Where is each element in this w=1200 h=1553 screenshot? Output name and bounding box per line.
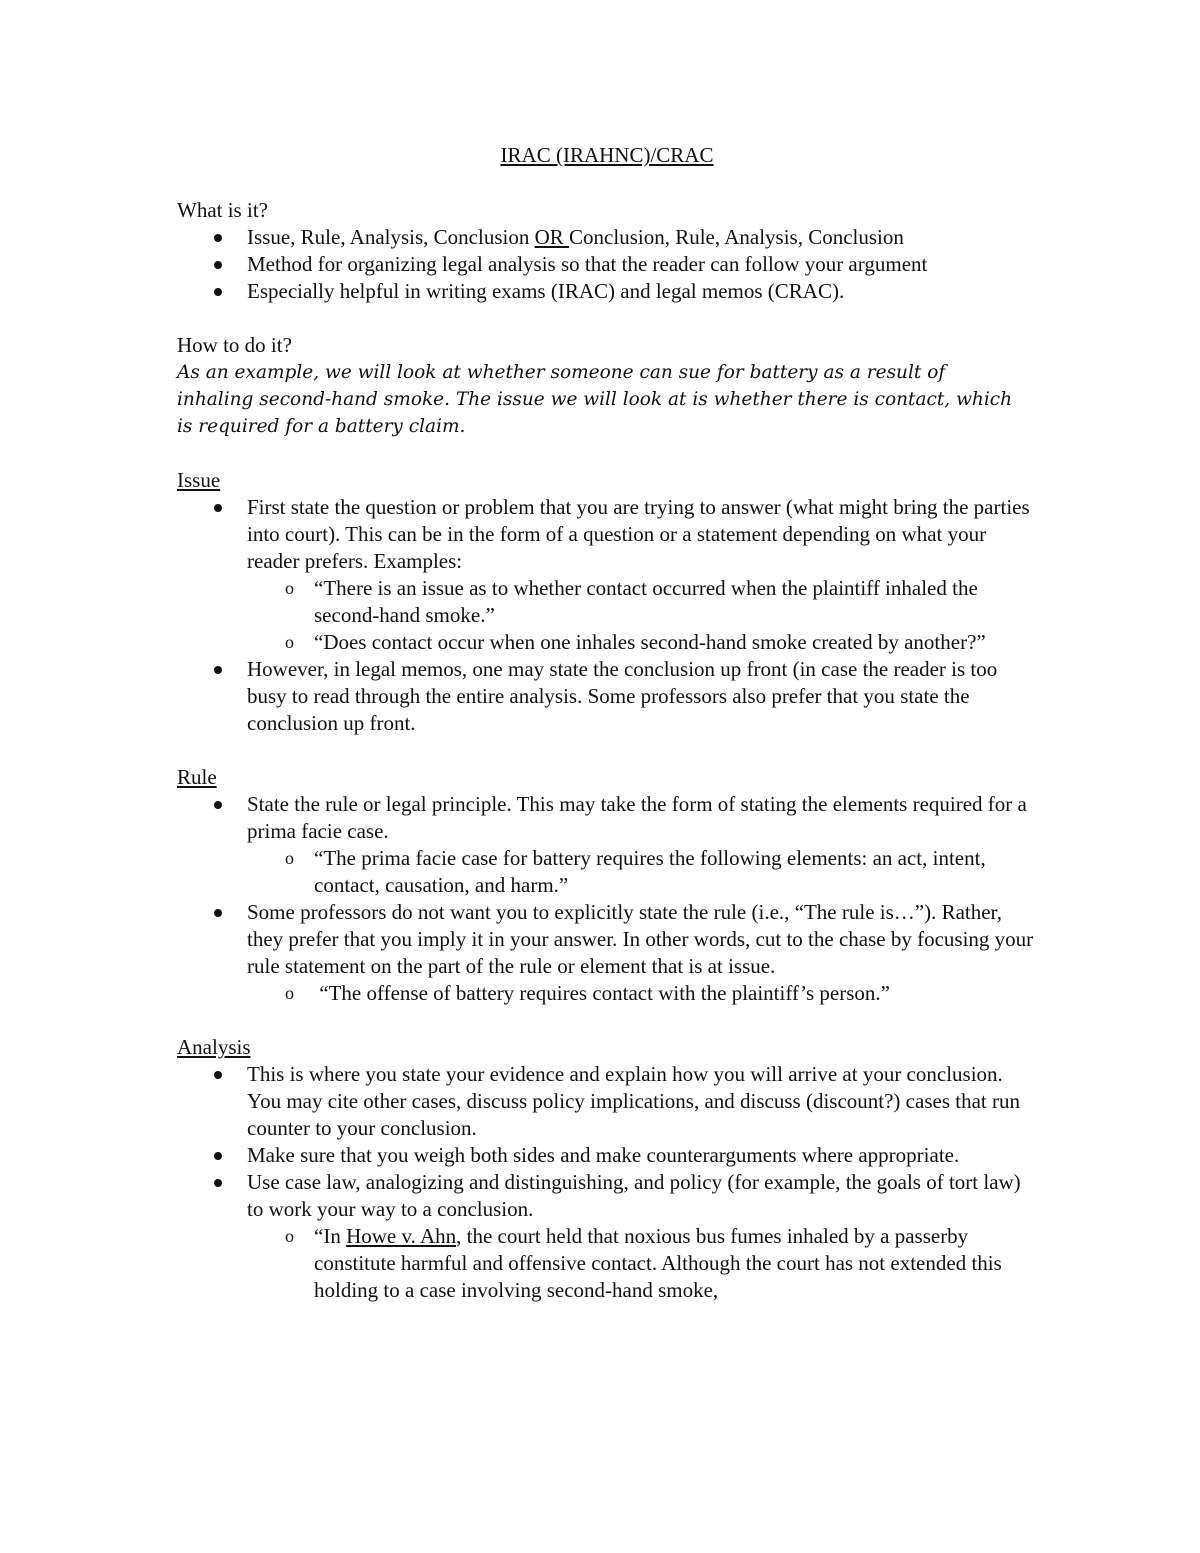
issue-list (177, 494, 1037, 737)
analysis-example-pre: “In (314, 1224, 347, 1248)
what-heading: What is it? (177, 198, 268, 222)
list-item (177, 494, 1037, 656)
list-item (177, 1142, 1037, 1169)
list-item (177, 656, 1037, 737)
how-heading: How to do it? (177, 333, 292, 357)
list-item (177, 278, 1037, 305)
analysis-sublist (247, 1223, 1037, 1304)
list-item (177, 251, 1037, 278)
what-bullet-3: Especially helpful in writing exams (IRAC) and legal memos (CRAC). (247, 279, 845, 303)
analysis-list (177, 1061, 1037, 1304)
issue-sublist (247, 575, 1037, 656)
rule-bullet-2: Some professors do not want you to explicitly state the rule (i.e., “The rule is…”). Rather, they prefer that you imply it in your answer. In other words, cut to the chase by focusing your rule statement on the part of the rule or element that is at issue. (247, 900, 1034, 978)
rule-example-1: “The prima facie case for battery requires the following elements: an act, intent, contact, causation, and harm.” (314, 846, 986, 897)
list-item (247, 629, 1037, 656)
list-item (247, 845, 1037, 899)
sub-bullet-icon: o (285, 578, 294, 598)
rule-heading: Rule (177, 765, 217, 789)
analysis-bullet-3: Use case law, analogizing and distinguishing, and policy (for example, the goals of tort law) to work your way to a conclusion. (247, 1170, 1021, 1221)
issue-example-1: “There is an issue as to whether contact occurred when the plaintiff inhaled the second-hand smoke.” (314, 576, 978, 627)
issue-bullet-1: First state the question or problem that you are trying to answer (what might bring the parties into court). This can be in the form of a question or a statement depending on what your reader prefers. Examples: (247, 495, 1030, 573)
list-item (177, 791, 1037, 899)
bullet-icon (214, 261, 222, 269)
bullet-icon (214, 1071, 222, 1079)
list-item (247, 575, 1037, 629)
what-bullet-1-pre: Issue, Rule, Analysis, Conclusion (247, 225, 535, 249)
bullet-icon (214, 288, 222, 296)
what-list (177, 224, 1037, 305)
what-bullet-1-post: Conclusion, Rule, Analysis, Conclusion (569, 225, 904, 249)
rule-bullet-1: State the rule or legal principle. This may take the form of stating the elements required for a prima facie case. (247, 792, 1027, 843)
sub-bullet-icon: o (285, 983, 294, 1003)
rule-example-2: “The offense of battery requires contact with the plaintiff’s person.” (314, 981, 890, 1005)
bullet-icon (214, 504, 222, 512)
analysis-heading: Analysis (177, 1035, 251, 1059)
bullet-icon (214, 801, 222, 809)
list-item (247, 980, 1037, 1007)
sub-bullet-icon: o (285, 1226, 294, 1246)
list-item (177, 1061, 1037, 1142)
document-title: IRAC (IRAHNC)/CRAC (500, 143, 714, 167)
issue-bullet-2: However, in legal memos, one may state the conclusion up front (in case the reader is too busy to read through the entire analysis. Some professors also prefer that you state the conclusion up front. (247, 657, 998, 735)
bullet-icon (214, 1179, 222, 1187)
list-item (247, 1223, 1037, 1304)
analysis-example-post: , the court held that noxious bus fumes inhaled by a passerby constitute harmful and offensive contact. Although the court has not extended this holding to a case involving second-hand smoke, (314, 1224, 1002, 1302)
issue-heading: Issue (177, 468, 221, 492)
what-bullet-1-or: OR (534, 225, 570, 249)
bullet-icon (214, 1152, 222, 1160)
list-item (177, 899, 1037, 1007)
bullet-icon (214, 234, 222, 242)
case-citation: Howe v. Ahn (346, 1224, 457, 1248)
sub-bullet-icon: o (285, 632, 294, 652)
issue-example-2: “Does contact occur when one inhales second-hand smoke created by another?” (314, 630, 986, 654)
analysis-bullet-1: This is where you state your evidence and explain how you will arrive at your conclusion. You may cite other cases, discuss policy implications, and discuss (discount?) cases that run counter to your conclusion. (247, 1062, 1020, 1140)
list-item (177, 1169, 1037, 1304)
rule-sublist-2 (247, 980, 1037, 1007)
how-example: As an example, we will look at whether someone can sue for battery as a result of inhaling second-hand smoke. The issue we will look at is whether there is contact, which is required for a battery claim. (177, 362, 1013, 437)
rule-sublist-1 (247, 845, 1037, 899)
rule-list (177, 791, 1037, 1007)
bullet-icon (214, 909, 222, 917)
sub-bullet-icon: o (285, 848, 294, 868)
analysis-bullet-2: Make sure that you weigh both sides and make counterarguments where appropriate. (247, 1143, 960, 1167)
what-bullet-2: Method for organizing legal analysis so that the reader can follow your argument (247, 252, 928, 276)
document-body (177, 142, 1037, 1304)
bullet-icon (214, 666, 222, 674)
list-item (177, 224, 1037, 251)
